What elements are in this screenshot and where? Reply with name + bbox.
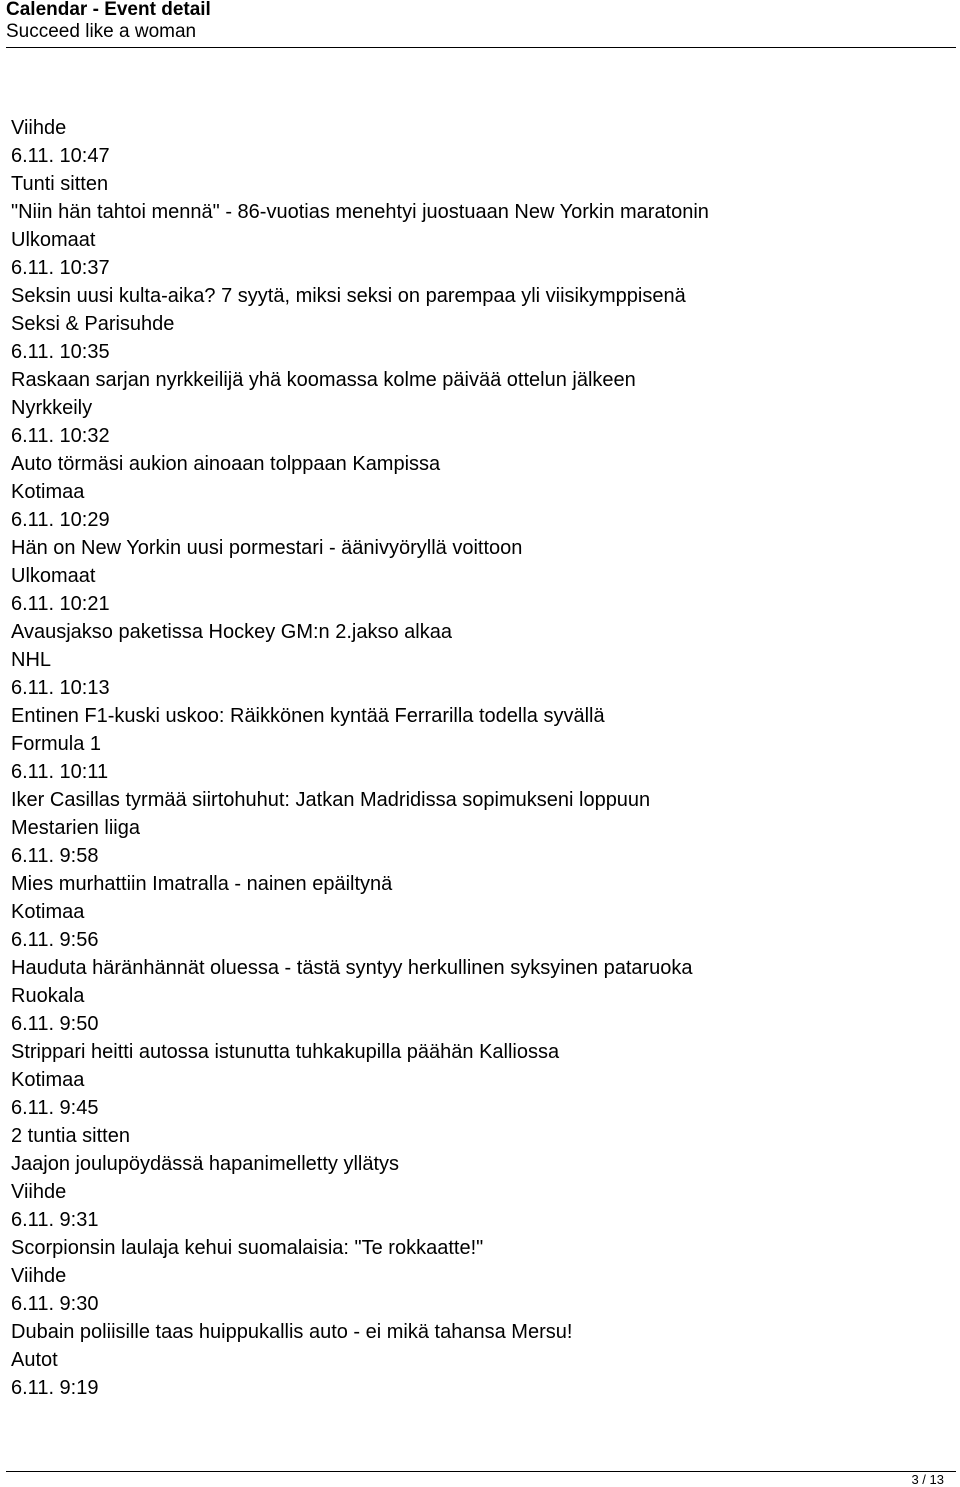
list-item: Tunti sitten [11, 173, 109, 195]
list-item: Hän on New Yorkin uusi pormestari - äänivyöryllä voittoon [11, 537, 523, 559]
list-item: Autot [11, 1349, 58, 1371]
list-item: Ulkomaat [11, 229, 96, 251]
list-item: 6.11. 9:19 [11, 1377, 99, 1399]
list-item: Mestarien liiga [11, 817, 140, 839]
list-item: Iker Casillas tyrmää siirtohuhut: Jatkan Madridissa sopimukseni loppuun [11, 789, 651, 811]
list-item: 6.11. 10:21 [11, 593, 110, 615]
list-item: Ulkomaat [11, 565, 96, 587]
list-item: Auto törmäsi aukion ainoaan tolppaan Kampissa [11, 453, 441, 475]
list-item: 6.11. 10:13 [11, 677, 110, 699]
list-item: Kotimaa [11, 1069, 85, 1091]
header-divider [6, 47, 956, 48]
event-list [11, 114, 951, 1402]
list-item: Hauduta häränhännät oluessa - tästä syntyy herkullinen syksyinen pataruoka [11, 957, 693, 979]
list-item: Kotimaa [11, 481, 85, 503]
list-item: Dubain poliisille taas huippukallis auto - ei mikä tahansa Mersu! [11, 1321, 573, 1343]
list-item: Ruokala [11, 985, 85, 1007]
list-item: "Niin hän tahtoi mennä" - 86-vuotias menehtyi juostuaan New Yorkin maratonin [11, 201, 709, 223]
list-item: Viihde [11, 117, 67, 139]
list-item: NHL [11, 649, 52, 671]
list-item: 6.11. 10:29 [11, 509, 110, 531]
list-item: Avausjakso paketissa Hockey GM:n 2.jakso alkaa [11, 621, 452, 643]
list-item: 6.11. 9:56 [11, 929, 99, 951]
list-item: Viihde [11, 1265, 67, 1287]
list-item: 6.11. 9:45 [11, 1097, 99, 1119]
list-item: Kotimaa [11, 901, 85, 923]
list-item: Scorpionsin laulaja kehui suomalaisia: "Te rokkaatte!" [11, 1237, 484, 1259]
list-item: Jaajon joulupöydässä hapanimelletty yllätys [11, 1153, 400, 1175]
page-subtitle: Succeed like a woman [6, 21, 197, 42]
list-item: 6.11. 10:32 [11, 425, 110, 447]
list-item: 6.11. 9:58 [11, 845, 99, 867]
list-item: 6.11. 9:50 [11, 1013, 99, 1035]
list-item: Raskaan sarjan nyrkkeilijä yhä koomassa kolme päivää ottelun jälkeen [11, 369, 636, 391]
list-item: Entinen F1-kuski uskoo: Räikkönen kyntää Ferrarilla todella syvällä [11, 705, 605, 727]
list-item: Nyrkkeily [11, 397, 93, 419]
list-item: Strippari heitti autossa istunutta tuhkakupilla päähän Kalliossa [11, 1041, 560, 1063]
page-number: 3 / 13 [911, 1472, 944, 1487]
list-item: Seksin uusi kulta-aika? 7 syytä, miksi seksi on parempaa yli viisikymppisenä [11, 285, 686, 307]
list-item: Formula 1 [11, 733, 102, 755]
footer-divider [6, 1471, 956, 1472]
list-item: Viihde [11, 1181, 67, 1203]
list-item: 6.11. 10:37 [11, 257, 110, 279]
page-header [6, 0, 956, 43]
list-item: Mies murhattiin Imatralla - nainen epäiltynä [11, 873, 393, 895]
list-item: 2 tuntia sitten [11, 1125, 130, 1147]
list-item: Seksi & Parisuhde [11, 313, 175, 335]
list-item: 6.11. 9:30 [11, 1293, 99, 1315]
page-title: Calendar - Event detail [6, 0, 211, 20]
list-item: 6.11. 10:11 [11, 761, 109, 783]
list-item: 6.11. 10:35 [11, 341, 110, 363]
list-item: 6.11. 10:47 [11, 145, 110, 167]
list-item: 6.11. 9:31 [11, 1209, 99, 1231]
